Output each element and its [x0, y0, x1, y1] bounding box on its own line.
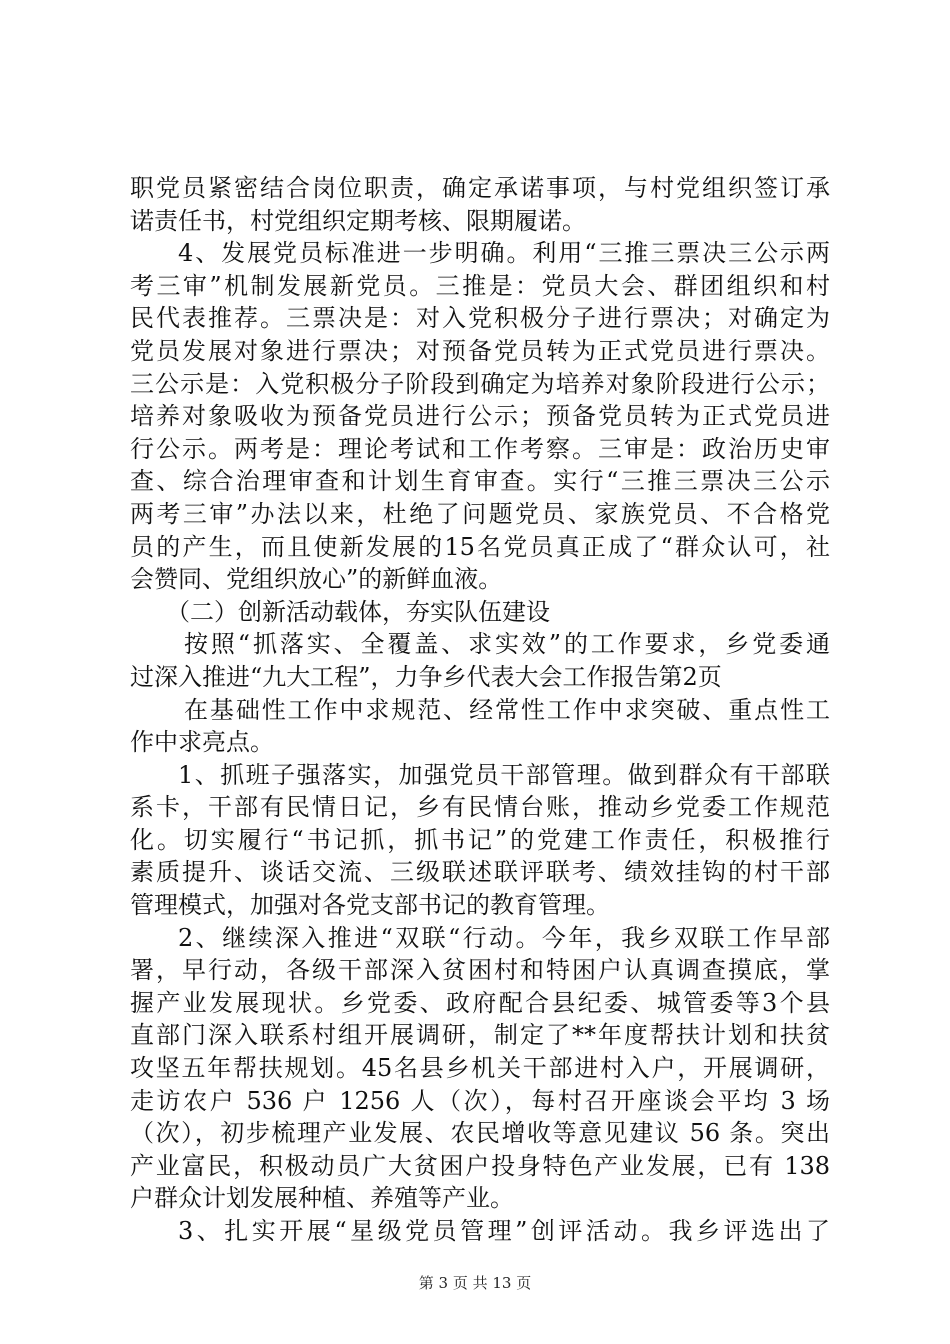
text-line: 管理模式，加强对各党支部书记的教育管理。	[130, 891, 610, 920]
text-line: 攻坚五年帮扶规划。45名县乡机关干部进村入户，开展调研，	[130, 1054, 830, 1083]
text-line: （二）创新活动载体，夯实队伍建设	[166, 597, 550, 626]
text-line: 查、综合治理审查和计划生育审查。实行“三推三票决三公示	[130, 467, 830, 496]
text-line: 走访农户 536 户 1256 人（次），每村召开座谈会平均 3 场	[130, 1086, 830, 1115]
text-line: 按照“抓落实、全覆盖、求实效”的工作要求，乡党委通	[184, 630, 830, 659]
text-line: 素质提升、谈话交流、三级联述联评联考、绩效挂钩的村干部	[130, 858, 830, 887]
text-line: 户群众计划发展种植、养殖等产业。	[130, 1184, 514, 1213]
text-line: 两考三审”办法以来，杜绝了问题党员、家族党员、不合格党	[130, 499, 830, 528]
text-line: 化。切实履行“书记抓，抓书记”的党建工作责任，积极推行	[130, 825, 830, 854]
text-line: 三公示是：入党积极分子阶段到确定为培养对象阶段进行公示；	[130, 369, 830, 398]
text-line: 民代表推荐。三票决是：对入党积极分子进行票决；对确定为	[130, 304, 830, 333]
text-line: 直部门深入联系村组开展调研，制定了**年度帮扶计划和扶贫	[130, 1021, 830, 1050]
text-line: 1、抓班子强落实，加强党员干部管理。做到群众有干部联	[178, 760, 830, 789]
text-line: 系卡，干部有民情日记，乡有民情台账，推动乡党委工作规范	[130, 793, 830, 822]
text-line: 在基础性工作中求规范、经常性工作中求突破、重点性工	[184, 695, 830, 724]
text-line: （次），初步梳理产业发展、农民增收等意见建议 56 条。突出	[130, 1119, 830, 1148]
body-text	[130, 172, 830, 1248]
text-line: 署，早行动，各级干部深入贫困村和特困户认真调查摸底，掌	[130, 956, 830, 985]
page-footer: 第 3 页 共 13 页	[418, 1274, 532, 1292]
text-line: 握产业发展现状。乡党委、政府配合县纪委、城管委等3个县	[130, 988, 830, 1017]
text-line: 党员发展对象进行票决；对预备党员转为正式党员进行票决。	[130, 336, 830, 365]
text-line: 过深入推进“九大工程”，力争乡代表大会工作报告第2页	[130, 662, 722, 691]
text-line: 2、继续深入推进“双联“行动。今年，我乡双联工作早部	[178, 923, 830, 952]
text-line: 考三审”机制发展新党员。三推是：党员大会、群团组织和村	[130, 271, 830, 300]
text-line: 会赞同、党组织放心”的新鲜血液。	[130, 565, 503, 594]
text-line: 行公示。两考是：理论考试和工作考察。三审是：政治历史审	[130, 434, 830, 463]
text-line: 员的产生，而且使新发展的15名党员真正成了“群众认可，社	[130, 532, 830, 561]
text-line: 产业富民，积极动员广大贫困户投身特色产业发展，已有 138	[130, 1151, 830, 1180]
text-line: 作中求亮点。	[130, 728, 274, 757]
text-line: 培养对象吸收为预备党员进行公示；预备党员转为正式党员进	[130, 402, 830, 431]
text-line: 诺责任书，村党组织定期考核、限期履诺。	[130, 206, 586, 235]
text-line: 职党员紧密结合岗位职责，确定承诺事项，与村党组织签订承	[130, 174, 830, 202]
text-line: 3、扎实开展“星级党员管理”创评活动。我乡评选出了	[178, 1217, 830, 1245]
text-line: 4、发展党员标准进一步明确。利用“三推三票决三公示两	[178, 239, 830, 268]
